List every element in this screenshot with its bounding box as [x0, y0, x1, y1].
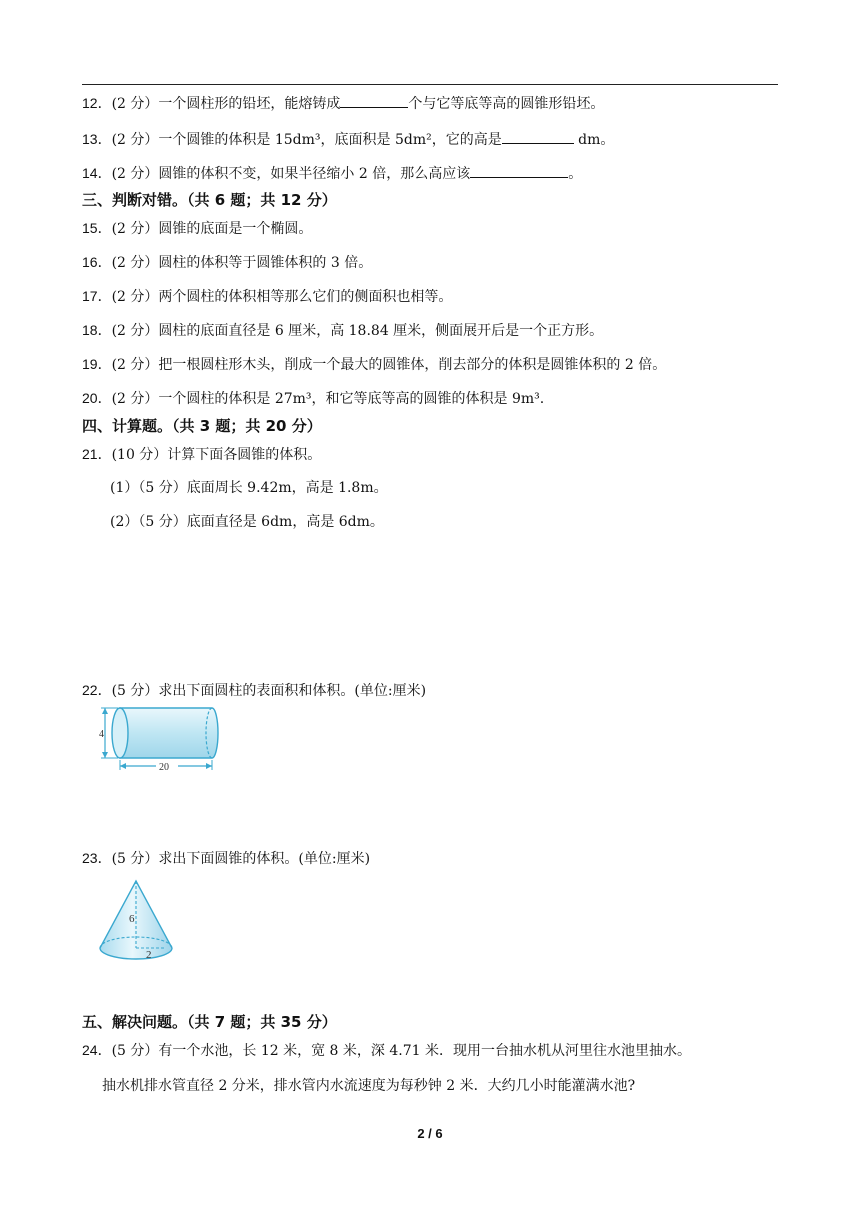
section-3-heading: 三、判断对错。（共 6 题；共 12 分） — [82, 191, 337, 209]
question-17: 17．(2 分）两个圆柱的体积相等那么它们的侧面积也相等。 — [82, 288, 453, 305]
cylinder-height-label: 4 — [99, 729, 104, 740]
question-20: 20．(2 分）一个圆柱的体积是 27m³，和它等底等高的圆锥的体积是 9m³. — [82, 390, 545, 407]
question-24: 24．(5 分）有一个水池，长 12 米，宽 8 米，深 4.71 米．现用一台抽水机从河里往水池里抽水。 — [82, 1042, 691, 1059]
question-21-part-2: (2）（5 分）底面直径是 6dm，高是 6dm。 — [110, 514, 384, 530]
question-13: 13．(2 分）一个圆锥的体积是 15dm³，底面积是 5dm²，它的高是 dm。 — [82, 128, 614, 150]
page-number: 2 / 6 — [417, 1126, 443, 1141]
section-4-heading: 四、计算题。（共 3 题；共 20 分） — [82, 417, 322, 435]
cylinder-length-label: 20 — [159, 762, 169, 772]
answer-blank[interactable] — [340, 92, 408, 108]
question-23: 23．(5 分）求出下面圆锥的体积。(单位:厘米) — [82, 850, 371, 867]
answer-blank[interactable] — [470, 162, 568, 178]
question-21: 21．(10 分）计算下面各圆锥的体积。 — [82, 446, 322, 463]
header-rule — [82, 84, 778, 85]
question-18: 18．(2 分）圆柱的底面直径是 6 厘米，高 18.84 厘米，侧面展开后是一个正方形。 — [82, 322, 604, 339]
section-5-heading: 五、解决问题。（共 7 题；共 35 分） — [82, 1013, 337, 1031]
answer-blank[interactable] — [502, 128, 574, 144]
question-24-continued: 抽水机排水管直径 2 分米，排水管内水流速度为每秒钟 2 米．大约几小时能灌满水池? — [102, 1078, 636, 1094]
question-21-part-1: (1）（5 分）底面周长 9.42m，高是 1.8m。 — [110, 480, 388, 496]
question-19: 19．(2 分）把一根圆柱形木头，削成一个最大的圆锥体，削去部分的体积是圆锥体积的 2 倍。 — [82, 356, 667, 373]
question-22: 22．(5 分）求出下面圆柱的表面积和体积。(单位:厘米) — [82, 682, 427, 699]
cone-radius-label: 2 — [146, 949, 152, 961]
question-12: 12．(2 分）一个圆柱形的铅坯，能熔铸成 个与它等底等高的圆锥形铅坯。 — [82, 92, 604, 114]
question-16: 16．(2 分）圆柱的体积等于圆锥体积的 3 倍。 — [82, 254, 373, 271]
cylinder-figure — [96, 700, 226, 772]
question-14: 14．(2 分）圆锥的体积不变，如果半径缩小 2 倍，那么高应该 。 — [82, 162, 582, 184]
cone-figure — [96, 876, 186, 962]
cone-height-label: 6 — [129, 913, 135, 925]
question-15: 15．(2 分）圆锥的底面是一个椭圆。 — [82, 220, 313, 237]
